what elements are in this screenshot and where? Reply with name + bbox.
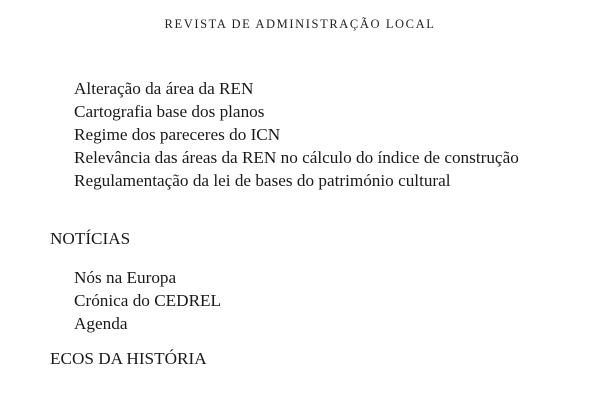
topic-item: Relevância das áreas da REN no cálculo do índice de construção (74, 148, 519, 167)
topic-item: Cartografia base dos planos (74, 102, 265, 121)
news-list (74, 266, 221, 335)
running-header: REVISTA DE ADMINISTRAÇÃO LOCAL (164, 17, 436, 31)
news-item: Agenda (74, 314, 128, 333)
topic-item: Regulamentação da lei de bases do património cultural (74, 171, 451, 190)
section-heading-ecos: ECOS DA HISTÓRIA (50, 349, 207, 368)
topic-list (74, 77, 519, 192)
news-item: Crónica do CEDREL (74, 291, 222, 310)
news-item: Nós na Europa (74, 268, 177, 287)
section-heading-noticias: NOTÍCIAS (50, 229, 131, 248)
topic-item: Regime dos pareceres do ICN (74, 125, 281, 144)
topic-item: Alteração da área da REN (74, 79, 254, 98)
